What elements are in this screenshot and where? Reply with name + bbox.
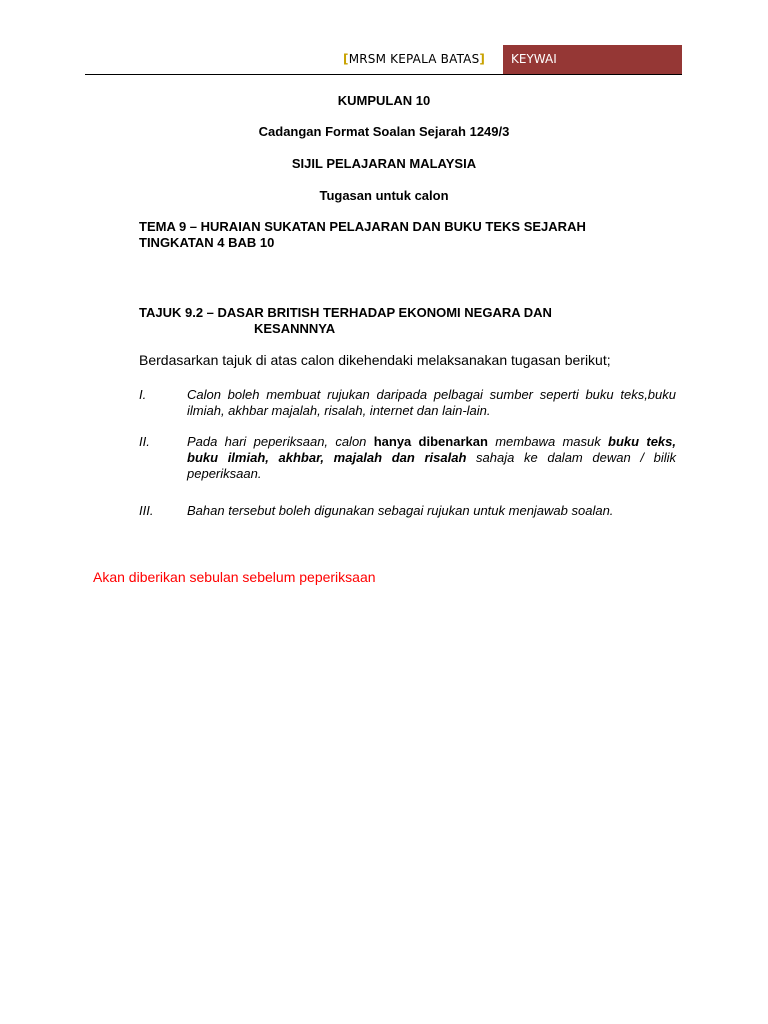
item-1-text: Calon boleh membuat rujukan daripada pelbagai sumber seperti buku teks,buku ilmiah, akhbar majalah, risalah, internet dan lain-lain.: [187, 387, 676, 418]
item-2-text: [187, 434, 676, 482]
header-tag: KEYWAI: [503, 45, 682, 74]
item-2-number: II.: [139, 434, 150, 449]
header-bracket-close: ]: [479, 52, 486, 66]
item-3-text: Bahan tersebut boleh digunakan sebagai rujukan untuk menjawab soalan.: [187, 503, 614, 518]
item-2-part-1: Pada hari peperiksaan, calon: [187, 434, 374, 449]
header-school-label: MRSM KEPALA BATAS: [348, 52, 480, 66]
theme-line-2: TINGKATAN 4 BAB 10: [139, 235, 275, 250]
item-2-part-2: membawa masuk: [487, 434, 609, 449]
item-2-bold-2: buku teks, buku ilmiah, akhbar, majalah dan risalah: [187, 434, 676, 465]
header-divider: [85, 74, 682, 75]
item-1-number: I.: [139, 387, 147, 402]
topic-line-2: KESANNNYA: [254, 321, 336, 336]
exam-title: SIJIL PELAJARAN MALAYSIA: [291, 156, 477, 171]
item-2-bold-1: hanya dibenarkan: [373, 434, 488, 449]
topic-line-1: TAJUK 9.2 – DASAR BRITISH TERHADAP EKONOMI NEGARA DAN: [139, 305, 552, 320]
topic-heading: [139, 305, 552, 337]
intro-text: Berdasarkan tajuk di atas calon dikehendaki melaksanakan tugasan berikut;: [139, 352, 611, 368]
task-title: Tugasan untuk calon: [319, 188, 449, 203]
item-3-number: III.: [139, 503, 154, 518]
theme-line-1: TEMA 9 – HURAIAN SUKATAN PELAJARAN DAN BUKU TEKS SEJARAH: [139, 219, 586, 234]
format-title: Cadangan Format Soalan Sejarah 1249/3: [258, 124, 510, 139]
header-school-name: [343, 52, 485, 66]
theme-heading: [139, 219, 586, 251]
release-note: Akan diberikan sebulan sebelum peperiksaan: [93, 569, 376, 585]
item-2-part-3: sahaja ke dalam dewan / bilik peperiksaan.: [187, 450, 676, 481]
header-bracket-open: [: [343, 52, 349, 66]
group-title: KUMPULAN 10: [337, 93, 431, 108]
